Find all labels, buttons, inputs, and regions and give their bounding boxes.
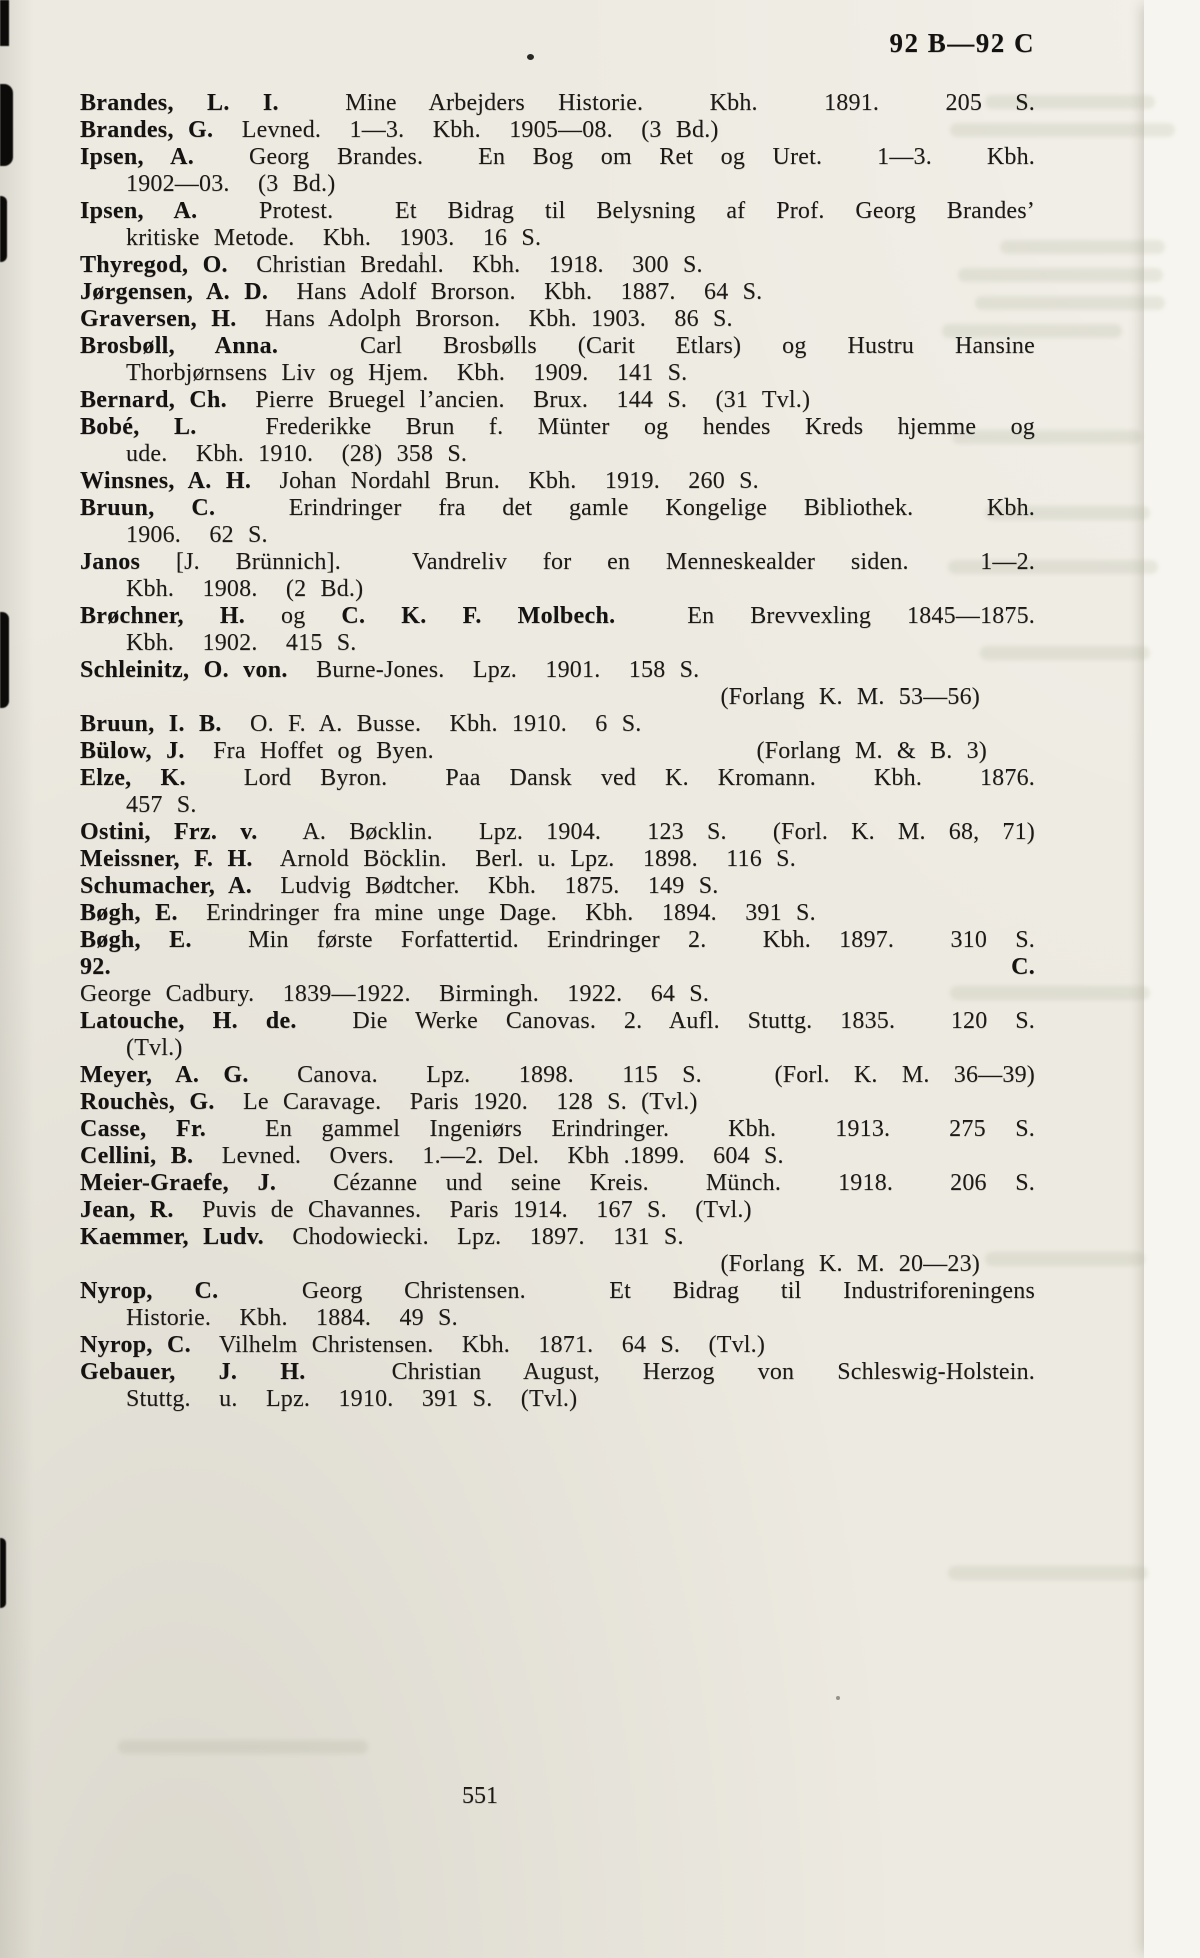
text-block [80, 28, 1035, 1810]
entry-author: Brosbøll, Anna. [80, 333, 279, 359]
entry-line [80, 846, 1035, 873]
entry-line [80, 1305, 1035, 1332]
entry-text: Lord Byron. Paa Dansk ved K. Kromann. Kbh. 1876. [185, 765, 1035, 791]
entry-text: (Tvl.) [126, 1035, 183, 1061]
entry-line [80, 144, 1035, 171]
entry-text: Min første Forfattertid. Erindringer 2. Kbh. 1897. 310 S. [191, 927, 1035, 953]
entry-author: Graversen, H. [80, 306, 237, 332]
entry-text: Erindringer fra det gamle Kongelige Bibliothek. Kbh. [215, 495, 1035, 521]
entry-line [80, 468, 1035, 495]
entry-text: Le Caravage. Paris 1920. 128 S. (Tvl.) [214, 1089, 698, 1115]
entry-author: Latouche, H. de. [80, 1008, 297, 1034]
entry-line [80, 792, 1035, 819]
entry-author: Thyregod, O. [80, 252, 228, 278]
entry-line [80, 1251, 1035, 1278]
entry-text: Cézanne und seine Kreis. Münch. 1918. 206 S. [276, 1170, 1036, 1196]
entry-line [80, 981, 1035, 1008]
entry-line [80, 117, 1035, 144]
entry-line [80, 1116, 1035, 1143]
entry-author: Gebauer, J. H. [80, 1359, 306, 1385]
entry-author: Brandes, G. [80, 117, 214, 143]
entry-text: Hans Adolf Brorson. Kbh. 1887. 64 S. [268, 279, 763, 305]
scan-artifact [0, 612, 9, 708]
entry-author: Cellini, B. [80, 1143, 194, 1169]
entry-text: A. Bøcklin. Lpz. 1904. 123 S. (Forl. K. M. 68, 71) [257, 819, 1036, 845]
entry-text: Christian Bredahl. Kbh. 1918. 300 S. [227, 252, 703, 278]
entry-text: Fra Hoffet og Byen. [184, 738, 434, 764]
entry-author: Elze, K. [80, 765, 186, 791]
entry-text: Johan Nordahl Brun. Kbh. 1919. 260 S. [251, 468, 759, 494]
entry-author: Nyrop, C. [80, 1278, 219, 1304]
entry-line [80, 1359, 1035, 1386]
entry-text: 457 S. [126, 792, 197, 818]
entry-line [80, 279, 1035, 306]
entry-text: Georg Christensen. Et Bidrag til Industriforeningens [218, 1278, 1035, 1304]
line-right-part [757, 738, 987, 765]
entry-text: Chodowiecki. Lpz. 1897. 131 S. [264, 1224, 684, 1250]
entry-line [80, 738, 1035, 765]
entry-text: Kbh. 1908. (2 Bd.) [126, 576, 364, 602]
entry-text: kritiske Metode. Kbh. 1903. 16 S. [126, 225, 542, 251]
entry-line [80, 225, 1035, 252]
entry-text: Arnold Böcklin. Berl. u. Lpz. 1898. 116 S. [252, 846, 796, 872]
entry-line [80, 576, 1035, 603]
entry-author: Winsnes, A. H. [80, 468, 252, 494]
scan-page-edge [1144, 0, 1200, 1958]
entry-line [80, 333, 1035, 360]
entry-line [80, 90, 1035, 117]
entry-line [80, 1143, 1035, 1170]
entry-author: Bruun, I. B. [80, 711, 222, 737]
entry-text: Pierre Bruegel l’ancien. Brux. 144 S. (31 Tvl.) [226, 387, 811, 413]
entry-text: [J. Brünnich]. Vandreliv for en Menneskealder siden. 1—2. [140, 549, 1035, 575]
entry-text: ude. Kbh. 1910. (28) 358 S. [126, 441, 468, 467]
entry-author: Jean, R. [80, 1197, 174, 1223]
entry-line [80, 1170, 1035, 1197]
scan-artifact [0, 0, 9, 46]
entry-author: Ipsen, A. [80, 144, 195, 170]
scan-artifact [0, 196, 7, 262]
entry-line [80, 1278, 1035, 1305]
entry-line [80, 954, 1035, 981]
entry-author: Bernard, Ch. [80, 387, 227, 413]
entry-text: og [245, 603, 342, 629]
entry-text: Levned. 1—3. Kbh. 1905—08. (3 Bd.) [213, 117, 719, 143]
line-left-part [80, 954, 111, 981]
entry-text: (Forlang K. M. 20—23) [720, 1251, 980, 1277]
entry-line [80, 549, 1035, 576]
entry-line [80, 873, 1035, 900]
entry-text: Vilhelm Christensen. Kbh. 1871. 64 S. (Tvl.) [190, 1332, 766, 1358]
entry-author: Bøgh, E. [80, 927, 192, 953]
entry-text: Stuttg. u. Lpz. 1910. 391 S. (Tvl.) [126, 1386, 578, 1412]
entry-author: Meissner, F. H. [80, 846, 253, 872]
entry-text: En gammel Ingeniørs Erindringer. Kbh. 1913. 275 S. [206, 1116, 1036, 1142]
entry-line [80, 1089, 1035, 1116]
entry-text: Frederikke Brun f. Münter og hendes Kreds hjemme og [196, 414, 1035, 440]
page-number: 551 [462, 1783, 498, 1809]
entry-text: Canova. Lpz. 1898. 115 S. (Forl. K. M. 36—39) [248, 1062, 1035, 1088]
entry-line [80, 306, 1035, 333]
entry-line [80, 198, 1035, 225]
entry-author: Nyrop, C. [80, 1332, 191, 1358]
entry-author: Ostini, Frz. v. [80, 819, 258, 845]
entry-author: Schleinitz, O. von. [80, 657, 288, 683]
entry-text: En Brevvexling 1845—1875. [615, 603, 1035, 629]
entry-author: Meyer, A. G. [80, 1062, 249, 1088]
entry-line [80, 765, 1035, 792]
entry-text: Levned. Overs. 1.—2. Del. Kbh .1899. 604 S. [193, 1143, 784, 1169]
entry-line [80, 1197, 1035, 1224]
entry-author: Rouchès, G. [80, 1089, 215, 1115]
entry-text: (Forlang K. M. 53—56) [720, 684, 980, 710]
entry-author: 92. [80, 954, 111, 980]
entry-text: Georg Brandes. En Bog om Ret og Uret. 1—3. Kbh. [194, 144, 1035, 170]
entry-text: George Cadbury. 1839—1922. Birmingh. 1922. 64 S. [80, 981, 710, 1007]
scan-artifact [0, 84, 13, 166]
entry-author: Kaemmer, Ludv. [80, 1224, 264, 1250]
entry-text: 1902—03. (3 Bd.) [126, 171, 336, 197]
entry-author: Bobé, L. [80, 414, 197, 440]
entry-line [80, 441, 1035, 468]
entry-line [80, 603, 1035, 630]
entry-line [80, 522, 1035, 549]
entry-author: Casse, Fr. [80, 1116, 207, 1142]
entry-author: Bülow, J. [80, 738, 185, 764]
entry-text: O. F. A. Busse. Kbh. 1910. 6 S. [221, 711, 642, 737]
entry-text: Historie. Kbh. 1884. 49 S. [126, 1305, 458, 1331]
entry-line [80, 1035, 1035, 1062]
entry-author: Meier-Graefe, J. [80, 1170, 277, 1196]
line-right-part [1011, 954, 1035, 981]
line-left-part [80, 738, 434, 765]
bibliography-entry-list [80, 90, 1035, 1413]
entry-text: Protest. Et Bidrag til Belysning af Prof. Georg Brandes’ [197, 198, 1035, 224]
entry-line [80, 819, 1035, 846]
scan-artifact [0, 1538, 6, 1608]
entry-author: Schumacher, A. [80, 873, 252, 899]
entry-text: Kbh. 1902. 415 S. [126, 630, 357, 656]
entry-line [80, 171, 1035, 198]
entry-text: Erindringer fra mine unge Dage. Kbh. 1894. 391 S. [177, 900, 816, 926]
entry-text: Carl Brosbølls (Carit Etlars) og Hustru Hansine [278, 333, 1035, 359]
entry-text: Thorbjørnsens Liv og Hjem. Kbh. 1909. 141 S. [126, 360, 688, 386]
entry-author: Brøchner, H. [80, 603, 246, 629]
entry-text: 1906. 62 S. [126, 522, 268, 548]
entry-author: Jørgensen, A. D. [80, 279, 269, 305]
entry-line [80, 495, 1035, 522]
entry-text: Mine Arbejders Historie. Kbh. 1891. 205 S. [278, 90, 1035, 116]
entry-text: Christian August, Herzog von Schleswig-Holstein. [305, 1359, 1035, 1385]
entry-line [80, 630, 1035, 657]
entry-line [80, 1332, 1035, 1359]
entry-line [80, 1224, 1035, 1251]
entry-text: (Forlang M. & B. 3) [756, 738, 987, 764]
entry-author: Ipsen, A. [80, 198, 198, 224]
entry-author: Brandes, L. I. [80, 90, 279, 116]
entry-author: C. K. F. Molbech. [341, 603, 616, 629]
entry-author: C. [1011, 954, 1035, 980]
running-head-section-range: 92 B—92 C [889, 28, 1035, 58]
entry-text: Die Werke Canovas. 2. Aufl. Stuttg. 1835. 120 S. [296, 1008, 1036, 1034]
entry-author: Bruun, C. [80, 495, 216, 521]
entry-text: Ludvig Bødtcher. Kbh. 1875. 149 S. [252, 873, 719, 899]
entry-line [80, 360, 1035, 387]
entry-line [80, 927, 1035, 954]
entry-text: Hans Adolph Brorson. Kbh. 1903. 86 S. [236, 306, 733, 332]
entry-line [80, 1386, 1035, 1413]
entry-line [80, 252, 1035, 279]
entry-line [80, 900, 1035, 927]
entry-line [80, 1008, 1035, 1035]
entry-text: Puvis de Chavannes. Paris 1914. 167 S. (Tvl.) [173, 1197, 752, 1223]
entry-text: Burne-Jones. Lpz. 1901. 158 S. [287, 657, 700, 683]
entry-line [80, 711, 1035, 738]
entry-author: Bøgh, E. [80, 900, 178, 926]
entry-line [80, 387, 1035, 414]
entry-line [80, 657, 1035, 684]
entry-line [80, 684, 1035, 711]
entry-author: Janos [80, 549, 141, 575]
entry-line [80, 414, 1035, 441]
entry-line [80, 1062, 1035, 1089]
